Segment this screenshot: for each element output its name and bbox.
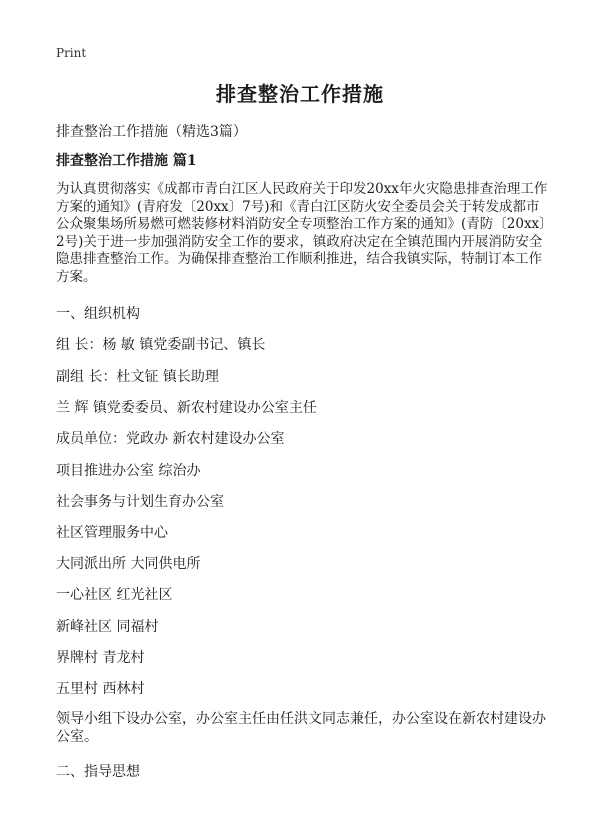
intro-paragraph: 为认真贯彻落实《成都市青白江区人民政府关于印发20xx年火灾隐患排查治理工作方案的通知》(青府发〔20xx〕7号)和《青白江区防火安全委员会关于转发成都市公众聚集场所易燃可燃装修材料消防安全专项整治工作方案的通知》(青防〔20xx〕2号)关于进一步加强消防安全工作的要求，镇政府决定在全镇范围内开展消防安全隐患排查整治工作。为确保排查整治工作顺利推进，结合我镇实际，特制订本工作方案。 (56, 181, 548, 285)
closing-paragraph: 领导小组下设办公室，办公室主任由任洪文同志兼任，办公室设在新农村建设办公室。 (56, 711, 546, 745)
line-member: 兰 辉 镇党委委员、新农村建设办公室主任 (56, 400, 317, 416)
line-unit: 项目推进办公室 综治办 (56, 463, 201, 479)
section-heading: 排查整治工作措施 篇1 (56, 153, 197, 169)
document-title: 排查整治工作措施 (216, 82, 384, 106)
print-label: Print (56, 46, 87, 60)
line-unit: 界牌村 青龙村 (56, 650, 145, 666)
line-unit: 社区管理服务中心 (56, 525, 168, 541)
document-subtitle: 排查整治工作措施（精选3篇） (56, 124, 247, 140)
heading-organization: 一、组织机构 (56, 306, 140, 322)
line-unit: 五里村 西林村 (56, 681, 145, 697)
line-unit: 社会事务与计划生育办公室 (56, 494, 224, 510)
line-member-units: 成员单位：党政办 新农村建设办公室 (56, 431, 285, 447)
line-group-leader: 组 长：杨 敏 镇党委副书记、镇长 (56, 337, 266, 353)
line-unit: 大同派出所 大同供电所 (56, 556, 201, 572)
line-unit: 一心社区 红光社区 (56, 587, 173, 603)
heading-guiding-ideology: 二、指导思想 (56, 764, 140, 780)
line-unit: 新峰社区 同福村 (56, 619, 159, 635)
line-deputy-leader: 副组 长：杜文钲 镇长助理 (56, 369, 219, 385)
